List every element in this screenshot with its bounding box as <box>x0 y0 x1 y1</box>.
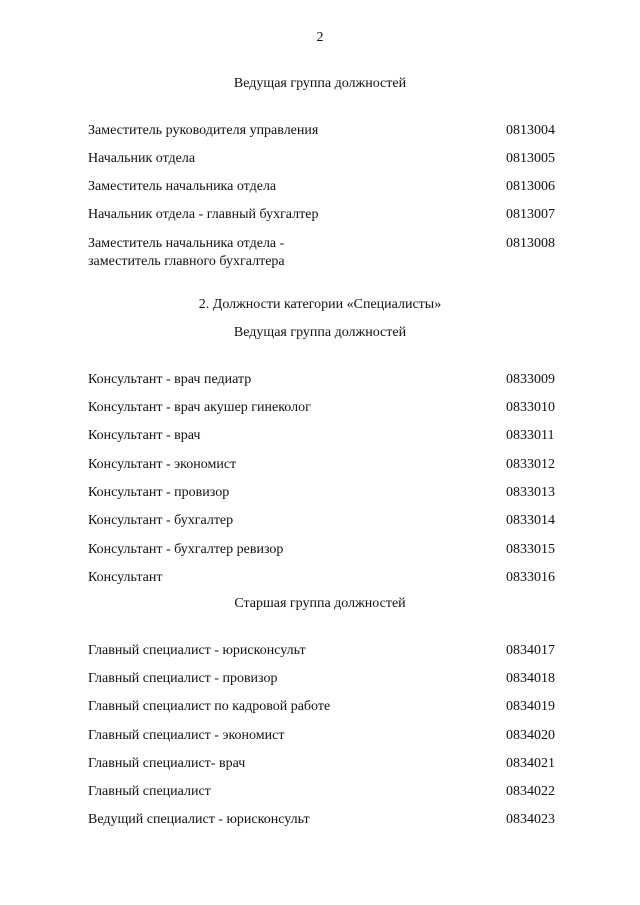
position-title: Главный специалист - провизор <box>88 671 278 686</box>
position-title: Главный специалист- врач <box>88 756 246 771</box>
position-title: Ведущий специалист - юрисконсульт <box>88 812 310 827</box>
position-title: Консультант - врач акушер гинеколог <box>88 400 311 415</box>
category-heading: 2. Должности категории «Специалисты» <box>198 297 442 312</box>
position-code: 0813007 <box>506 207 555 222</box>
position-code: 0813004 <box>506 123 555 138</box>
position-title: Начальник отдела <box>88 151 196 166</box>
position-code: 0833011 <box>506 428 555 443</box>
position-code: 0834017 <box>506 643 555 658</box>
position-title: Консультант - провизор <box>88 485 230 500</box>
position-code: 0813008 <box>506 236 555 251</box>
position-code: 0833012 <box>506 457 555 472</box>
position-code: 0834022 <box>506 784 555 799</box>
page-number: 2 <box>316 30 324 45</box>
position-code: 0813005 <box>506 151 555 166</box>
position-title: Консультант - врач <box>88 428 201 443</box>
position-title: Консультант - бухгалтер ревизор <box>88 542 284 557</box>
position-title: Заместитель начальника отдела - <box>88 236 285 251</box>
position-title: Консультант - бухгалтер <box>88 513 234 528</box>
position-code: 0833014 <box>506 513 555 528</box>
position-code: 0833010 <box>506 400 555 415</box>
position-title: Начальник отдела - главный бухгалтер <box>88 207 319 222</box>
position-title: Главный специалист <box>88 784 211 799</box>
section-2-heading: Ведущая группа должностей <box>233 325 407 340</box>
position-code: 0834023 <box>506 812 555 827</box>
position-code: 0834018 <box>506 671 555 686</box>
position-title: Консультант <box>88 570 163 585</box>
position-title: Заместитель руководителя управления <box>88 123 319 138</box>
position-code: 0834021 <box>506 756 555 771</box>
position-code: 0833009 <box>506 372 555 387</box>
position-code: 0833013 <box>506 485 555 500</box>
position-code: 0813006 <box>506 179 555 194</box>
position-title: Заместитель начальника отдела <box>88 179 277 194</box>
position-title: Консультант - экономист <box>88 457 237 472</box>
section-3-heading: Старшая группа должностей <box>234 596 406 611</box>
position-code: 0833015 <box>506 542 555 557</box>
position-title: Консультант - врач педиатр <box>88 372 252 387</box>
position-title-continuation: заместитель главного бухгалтера <box>88 254 285 269</box>
position-title: Главный специалист по кадровой работе <box>88 699 331 714</box>
position-title: Главный специалист - юрисконсульт <box>88 643 306 658</box>
position-title: Главный специалист - экономист <box>88 728 285 743</box>
section-1-heading: Ведущая группа должностей <box>233 76 407 91</box>
position-code: 0833016 <box>506 570 555 585</box>
position-code: 0834020 <box>506 728 555 743</box>
position-code: 0834019 <box>506 699 555 714</box>
